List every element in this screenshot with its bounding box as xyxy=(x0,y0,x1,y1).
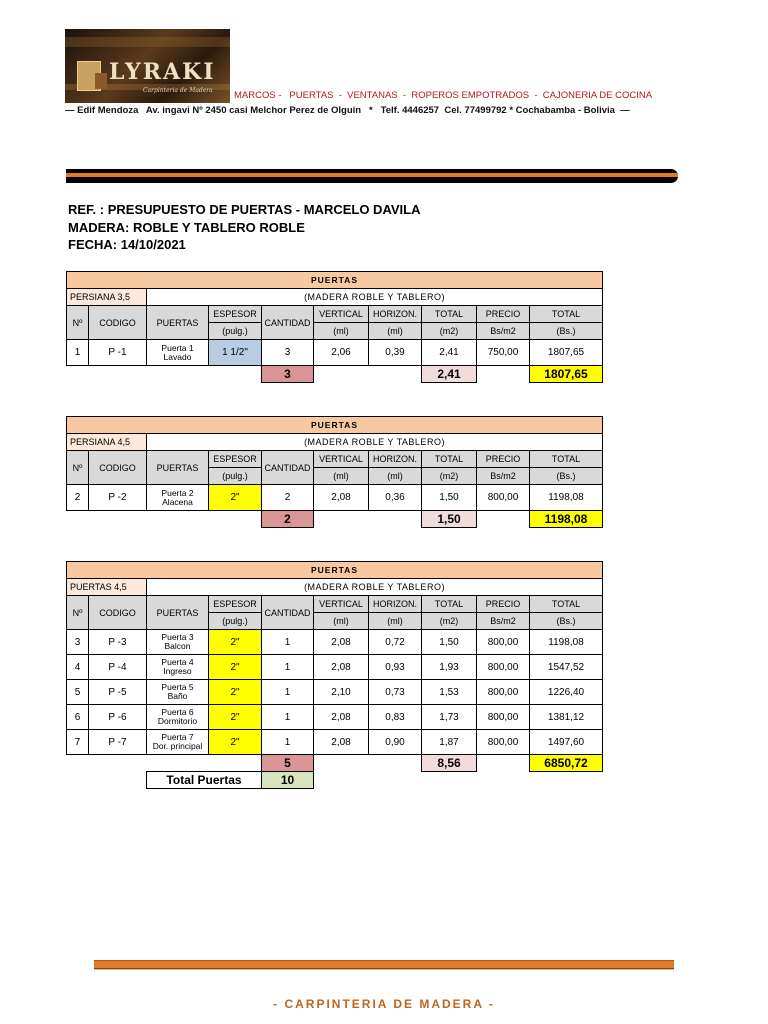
row-total: 1,50 xyxy=(422,485,477,511)
row-cantidad: 1 xyxy=(262,730,314,755)
sum-total-m2: 1,50 xyxy=(422,511,477,528)
col-precio-unit: Bs/m2 xyxy=(477,613,530,630)
sum-cantidad: 2 xyxy=(262,511,314,528)
col-codigo: CODIGO xyxy=(89,451,147,485)
row-codigo: P -7 xyxy=(89,730,147,755)
col-vertical-unit: (ml) xyxy=(314,613,369,630)
sum-total-m2: 2,41 xyxy=(422,366,477,383)
row-vertical: 2,10 xyxy=(314,680,369,705)
row-vertical: 2,08 xyxy=(314,630,369,655)
quote-table-1 xyxy=(66,271,603,383)
row-total-bs: 1198,08 xyxy=(530,485,603,511)
sum-total-bs: 1198,08 xyxy=(530,511,603,528)
row-cantidad: 3 xyxy=(262,340,314,366)
section-material: (MADERA ROBLE Y TABLERO) xyxy=(147,579,603,596)
row-precio: 800,00 xyxy=(477,730,530,755)
col-total-unit: (m2) xyxy=(422,468,477,485)
total-puertas-label: Total Puertas xyxy=(147,772,262,789)
col-espesor: ESPESOR xyxy=(209,596,262,613)
section-title: PUERTAS xyxy=(67,562,603,579)
col-total-bs: TOTAL xyxy=(530,306,603,323)
company-logo xyxy=(65,29,230,103)
col-precio: PRECIO xyxy=(477,451,530,468)
table-row xyxy=(67,340,603,366)
row-vertical: 2,08 xyxy=(314,730,369,755)
row-espesor: 1 1/2" xyxy=(209,340,262,366)
col-espesor-unit: (pulg.) xyxy=(209,468,262,485)
col-horizon: HORIZON. xyxy=(369,596,422,613)
col-total-unit: (m2) xyxy=(422,323,477,340)
col-precio: PRECIO xyxy=(477,596,530,613)
section-material: (MADERA ROBLE Y TABLERO) xyxy=(147,289,603,306)
row-n: 1 xyxy=(67,340,89,366)
row-cantidad: 2 xyxy=(262,485,314,511)
row-espesor: 2" xyxy=(209,705,262,730)
ref-madera: MADERA: ROBLE Y TABLERO ROBLE xyxy=(68,220,305,235)
row-n: 7 xyxy=(67,730,89,755)
section-type-label: PUERTAS 4,5 xyxy=(67,579,147,596)
row-puerta-name: Puerta 7 xyxy=(161,732,194,742)
row-codigo: P -1 xyxy=(89,340,147,366)
row-puerta xyxy=(147,705,209,730)
row-espesor: 2" xyxy=(209,485,262,511)
row-espesor: 2" xyxy=(209,680,262,705)
row-espesor: 2" xyxy=(209,655,262,680)
col-total-unit: (m2) xyxy=(422,613,477,630)
row-codigo: P -2 xyxy=(89,485,147,511)
row-cantidad: 1 xyxy=(262,680,314,705)
sum-total-bs: 1807,65 xyxy=(530,366,603,383)
col-total: TOTAL xyxy=(422,451,477,468)
section-title: PUERTAS xyxy=(67,272,603,289)
row-horizon: 0,36 xyxy=(369,485,422,511)
row-puerta-location: Baño xyxy=(167,691,188,701)
sum-cantidad: 5 xyxy=(262,755,314,772)
row-total: 1,53 xyxy=(422,680,477,705)
row-puerta-location: Balcon xyxy=(164,641,191,651)
section-type-label: PERSIANA 4,5 xyxy=(67,434,147,451)
col-espesor: ESPESOR xyxy=(209,451,262,468)
col-precio: PRECIO xyxy=(477,306,530,323)
quote-table-2 xyxy=(66,416,603,528)
col-total-bs-unit: (Bs.) xyxy=(530,468,603,485)
row-puerta-name: Puerta 2 xyxy=(161,487,194,498)
col-espesor-unit: (pulg.) xyxy=(209,613,262,630)
col-total-bs: TOTAL xyxy=(530,451,603,468)
row-n: 4 xyxy=(67,655,89,680)
logo-brand: LYRAKI xyxy=(109,59,216,85)
total-puertas-value: 10 xyxy=(262,772,314,789)
col-total-bs-unit: (Bs.) xyxy=(530,613,603,630)
row-total: 1,87 xyxy=(422,730,477,755)
row-espesor: 2" xyxy=(209,730,262,755)
col-puertas: PUERTAS xyxy=(147,596,209,630)
col-horizon: HORIZON. xyxy=(369,451,422,468)
row-puerta-name: Puerta 5 xyxy=(161,682,194,692)
col-cantidad: CANTIDAD xyxy=(262,306,314,340)
col-total: TOTAL xyxy=(422,306,477,323)
col-codigo: CODIGO xyxy=(89,596,147,630)
col-n: Nº xyxy=(67,596,89,630)
section-title: PUERTAS xyxy=(67,417,603,434)
row-puerta-name: Puerta 1 xyxy=(161,342,194,353)
sum-total-m2: 8,56 xyxy=(422,755,477,772)
row-precio: 800,00 xyxy=(477,655,530,680)
col-puertas: PUERTAS xyxy=(147,451,209,485)
row-cantidad: 1 xyxy=(262,705,314,730)
row-precio: 800,00 xyxy=(477,705,530,730)
row-puerta-name: Puerta 3 xyxy=(161,632,194,642)
sum-cantidad: 3 xyxy=(262,366,314,383)
col-vertical: VERTICAL xyxy=(314,451,369,468)
row-codigo: P -3 xyxy=(89,630,147,655)
col-horizon-unit: (ml) xyxy=(369,323,422,340)
logo-subtitle: Carpinteria de Madera xyxy=(143,87,213,94)
ref-title: REF. : PRESUPUESTO DE PUERTAS - MARCELO DAVILA xyxy=(68,202,421,217)
quote-table-3 xyxy=(66,561,603,789)
row-codigo: P -5 xyxy=(89,680,147,705)
row-puerta-location: Ingreso xyxy=(163,666,192,676)
col-n: Nº xyxy=(67,451,89,485)
col-puertas: PUERTAS xyxy=(147,306,209,340)
row-vertical: 2,06 xyxy=(314,340,369,366)
col-total: TOTAL xyxy=(422,596,477,613)
services-line: MARCOS - PUERTAS - VENTANAS - ROPEROS EMPOTRADOS - CAJONERIA DE COCINA xyxy=(234,90,653,101)
col-horizon-unit: (ml) xyxy=(369,613,422,630)
col-n: Nº xyxy=(67,306,89,340)
row-total-bs: 1497,60 xyxy=(530,730,603,755)
row-precio: 800,00 xyxy=(477,630,530,655)
row-cantidad: 1 xyxy=(262,655,314,680)
row-horizon: 0,72 xyxy=(369,630,422,655)
col-vertical: VERTICAL xyxy=(314,596,369,613)
col-cantidad: CANTIDAD xyxy=(262,451,314,485)
row-codigo: P -6 xyxy=(89,705,147,730)
footer-divider xyxy=(94,960,674,969)
table-row xyxy=(67,630,603,655)
col-codigo: CODIGO xyxy=(89,306,147,340)
table-row xyxy=(67,485,603,511)
row-precio: 750,00 xyxy=(477,340,530,366)
row-total-bs: 1547,52 xyxy=(530,655,603,680)
row-n: 3 xyxy=(67,630,89,655)
col-vertical-unit: (ml) xyxy=(314,323,369,340)
row-puerta-location: Alacena xyxy=(162,496,193,507)
row-horizon: 0,93 xyxy=(369,655,422,680)
col-horizon: HORIZON. xyxy=(369,306,422,323)
row-n: 2 xyxy=(67,485,89,511)
row-codigo: P -4 xyxy=(89,655,147,680)
table-row xyxy=(67,730,603,755)
col-vertical-unit: (ml) xyxy=(314,468,369,485)
col-total-bs: TOTAL xyxy=(530,596,603,613)
row-puerta xyxy=(147,730,209,755)
row-total-bs: 1381,12 xyxy=(530,705,603,730)
row-puerta xyxy=(147,340,209,366)
row-puerta xyxy=(147,655,209,680)
row-n: 6 xyxy=(67,705,89,730)
row-puerta xyxy=(147,680,209,705)
row-horizon: 0,39 xyxy=(369,340,422,366)
header-divider xyxy=(66,169,678,183)
row-total: 1,73 xyxy=(422,705,477,730)
row-horizon: 0,90 xyxy=(369,730,422,755)
col-precio-unit: Bs/m2 xyxy=(477,323,530,340)
col-espesor-unit: (pulg.) xyxy=(209,323,262,340)
row-vertical: 2,08 xyxy=(314,705,369,730)
sum-total-bs: 6850,72 xyxy=(530,755,603,772)
col-espesor: ESPESOR xyxy=(209,306,262,323)
ref-fecha: FECHA: 14/10/2021 xyxy=(68,237,186,252)
section-type-label: PERSIANA 3,5 xyxy=(67,289,147,306)
row-puerta-location: Dormitorio xyxy=(157,716,198,726)
table-row xyxy=(67,680,603,705)
col-precio-unit: Bs/m2 xyxy=(477,468,530,485)
col-total-bs-unit: (Bs.) xyxy=(530,323,603,340)
row-vertical: 2,08 xyxy=(314,655,369,680)
row-cantidad: 1 xyxy=(262,630,314,655)
row-puerta xyxy=(147,485,209,511)
row-total-bs: 1226,40 xyxy=(530,680,603,705)
row-n: 5 xyxy=(67,680,89,705)
row-horizon: 0,73 xyxy=(369,680,422,705)
row-horizon: 0,83 xyxy=(369,705,422,730)
row-vertical: 2,08 xyxy=(314,485,369,511)
footer-text: - CARPINTERIA DE MADERA - xyxy=(273,997,495,1011)
row-total: 1,93 xyxy=(422,655,477,680)
col-cantidad: CANTIDAD xyxy=(262,596,314,630)
row-precio: 800,00 xyxy=(477,680,530,705)
row-puerta-name: Puerta 6 xyxy=(161,707,194,717)
row-precio: 800,00 xyxy=(477,485,530,511)
row-total-bs: 1198,08 xyxy=(530,630,603,655)
address-line: — Edif Mendoza Av. ingavi Nº 2450 casi Melchor Perez de Olguin * Telf. 4446257 Cel. 77499792 * Cochabamba - Bolivia — xyxy=(65,105,630,116)
table-row xyxy=(67,705,603,730)
row-total: 1,50 xyxy=(422,630,477,655)
row-puerta xyxy=(147,630,209,655)
col-horizon-unit: (ml) xyxy=(369,468,422,485)
row-puerta-location: Dor. principal xyxy=(152,741,203,751)
row-espesor: 2" xyxy=(209,630,262,655)
section-material: (MADERA ROBLE Y TABLERO) xyxy=(147,434,603,451)
row-total: 2,41 xyxy=(422,340,477,366)
table-row xyxy=(67,655,603,680)
col-vertical: VERTICAL xyxy=(314,306,369,323)
row-puerta-location: Lavado xyxy=(163,351,192,362)
row-total-bs: 1807,65 xyxy=(530,340,603,366)
row-puerta-name: Puerta 4 xyxy=(161,657,194,667)
